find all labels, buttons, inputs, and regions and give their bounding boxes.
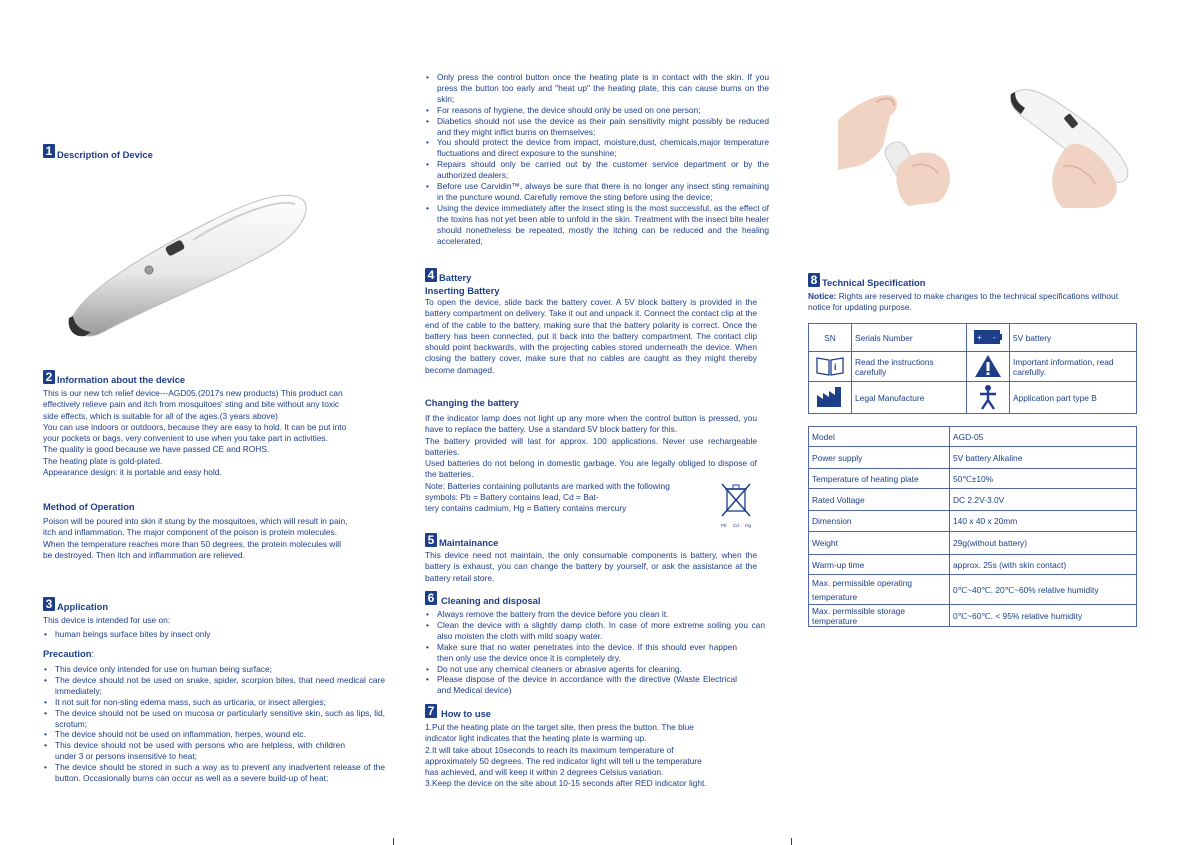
table-row [809,382,1137,414]
notice-text [808,291,1138,314]
weee-label: Cd [732,523,739,528]
precaution-list [43,664,385,784]
svg-text:+: + [977,332,982,342]
spec-label: Warm-up time [809,555,950,575]
table-row [809,324,1137,352]
spec-label: Rated Voltage [809,489,950,511]
text-line: your pockets or bags, very convenient to use when you take part in activities. [43,433,328,444]
weee-bin-icon [719,482,753,526]
sn-symbol: SN [809,324,852,352]
cleaning-list [425,609,765,696]
hand-usage-photo [838,82,968,206]
text-line: has achieved, and will keep it within 2 degrees Celsius variation. [425,767,664,778]
section-3-heading [43,597,108,611]
table-row [809,605,1137,627]
text-line: itch and inflammation. The major component of the poison is protein molecules. [43,527,338,538]
list-item: • This device should not be used with persons who are helpless, with children under 3 or persons insensitive to heat; [55,740,345,762]
note-line: Note: Batteries containing pollutants are marked with the following [425,480,670,491]
list-item: • Please dispose of the device in accordance with the directive (Waste Electrical and Medical device) [437,674,737,696]
spec-value: AGD-05 [950,427,1137,447]
list-item: • Repairs should only be carried out by the customer service department or by the authorized dealers; [437,159,769,181]
list-item: • It not suit for non-sting edema mass, such as urticaria, or insect allergies; [55,697,385,708]
method-heading: Method of Operation [43,501,135,512]
list-item: • The device should not be used on snake, spider, scorpion bites, that need medical care immediately; [55,675,385,697]
spec-label: Model [809,427,950,447]
svg-text:-: - [993,332,996,342]
spec-value: 5V battery Alkaline [950,447,1137,469]
spec-value: 29g(without battery) [950,532,1137,555]
table-cell: Read the instructions carefully [852,352,967,382]
section-number: 3 [43,597,55,611]
table-row [809,469,1137,489]
section-number: 4 [425,268,437,282]
section-7-heading [425,704,491,718]
usage-bullet-list [425,72,769,247]
list-item: • Diabetics should not use the device as their pain sensitivity might possibly be reduced and they might inflict burns on themselves; [437,116,769,138]
section-number: 6 [425,591,437,605]
spec-label: Max. permissible storage temperature [809,605,950,627]
device-in-hand-photo [1003,80,1138,210]
instructions-book-icon [809,352,852,382]
precaution-heading [43,648,94,659]
page-fold-mark [393,838,394,845]
list-item: • Always remove the battery from the device before you clean it. [437,609,765,620]
table-row [809,447,1137,469]
list-item: • human beings surface bites by insect only [55,629,385,640]
notice-label: Notice: [808,291,837,301]
text-line: 1.Put the heating plate on the target site, then press the button. The blue [425,722,694,732]
paragraph: The battery provided will last for approx. 100 applications. Never use rechargeable batteries. [425,435,757,457]
maintenance-text: This device need not maintain, the only consumable components is battery, when the battery is exhaust, you can change the battery by yourself, or ask the assistance at the battery retail store. [425,550,757,583]
application-intro: This device is intended for use on: [43,615,171,625]
paragraph: Used batteries do not belong in domestic garbage. You are legally obliged to dispose of the batteries. [425,458,757,480]
section-title: Technical Specification [822,277,926,288]
manufacturer-icon [809,382,852,414]
method-text [43,516,393,561]
spec-value: 140 x 40 x 20mm [950,511,1137,532]
text-line: Appearance design: it is portable and easy hold. [43,467,222,478]
list-item: • Before use Carvidin™, always be sure that there is no longer any insect sting remaining in the puncture wound. Carefully remove the sting before using the device; [437,181,769,203]
precaution-title: Precaution [43,648,92,659]
list-item: • The device should not be used on mucosa or particularly sensitive skin, such as lips, lid, scrotum; [55,708,385,730]
section-title: Information about the device [57,374,186,385]
list-item: • The device should not be used on inflammation, herpes, wound etc. [55,729,385,740]
spec-value: DC 2.2V-3.0V [950,489,1137,511]
text-line: approximately 50 degrees. The red indicator light will tell u the temperature [425,755,702,766]
list-item: • For reasons of hygiene, the device should only be used on one person; [437,105,769,116]
text-line: When the temperature reaches more than 50 degrees, the protein molecules will [43,538,341,549]
text-line: indicator light indicates that the heating plate is warming up. [425,733,647,744]
spec-label: Dimension [809,511,950,532]
text-line: Poison will be poured into skin if stung by the mosquitoes, which will result in pain, [43,516,348,526]
inserting-battery-heading: Inserting Battery [425,285,500,296]
spec-label: Power supply [809,447,950,469]
section-title: Application [57,601,109,612]
section-4-heading [425,268,471,282]
section-5-heading [425,533,498,547]
text-line: effectively relieve pain and itch from mosquitoes' sting and bite without any toxic [43,399,340,410]
notice-body: Rights are reserved to make changes to the technical specifications without notice for updating purpose. [808,291,1119,313]
device-info-text [43,388,393,478]
precaution-colon: : [91,648,95,659]
symbols-table [808,323,1137,414]
section-title: Battery [439,272,472,283]
table-row [809,532,1137,555]
list-item: • Do not use any chemical cleaners or abrasive agents for cleaning. [437,664,765,675]
list-item: • The device should be stored in such a way as to prevent any inadvertent release of the button. Occasionally burns can occur as well as a severe build-up of heat; [55,762,385,784]
warning-icon [967,352,1010,382]
text-line: 3.Keep the device on the site about 10-15 seconds after RED indicator light. [425,778,707,789]
section-8-heading [808,273,926,287]
list-item: • Using the device immediately after the insect sting is the most successful, as the effect of the toxins has not yet been able to unfold in the skin. Treatment with the insect bite healer should nonetheless be repeated, mostly the itching can be reduced and the healing accelerated; [437,203,769,247]
section-number: 8 [808,273,820,287]
inserting-battery-text: To open the device, slide back the battery cover. A 5V block battery is provided in the battery compartment on delivery. Take it out and unpack it. Connect the contact clip at the end of the cable to the battery, making sure that the battery polarity is correct. Once the battery has been connected, put it back into the battery compartment. The contact clip should point backwards, with the projecting cables stored underneath the device. When closing the battery cover, make sure that no cables are caught as they might thereby become damaged. [425,297,757,375]
text-line: You can use indoors or outdoors, because they are easy to hold. It can be put into [43,421,347,432]
text-line: The heating plate is gold-plated. [43,455,163,466]
changing-battery-text [425,413,757,515]
text-line: be destroyed. Then itch and inflammation are relieved. [43,549,245,560]
table-cell: Application part type B [1010,382,1137,414]
table-cell: Serials Number [852,324,967,352]
how-to-use-text [425,722,757,790]
text-line: side effects, which is suitable for all of the ages.(3 years above) [43,410,278,421]
section-title: How to use [441,708,492,719]
spec-table [808,426,1137,627]
section-number: 7 [425,704,437,718]
changing-battery-heading: Changing the battery [425,397,519,408]
spec-value: 0℃~60℃. < 95% relative humidity [950,605,1137,627]
spec-label: Temperature of heating plate [809,469,950,489]
note-line: tery contains cadmium, Hg = Battery contains mercury [425,503,627,514]
weee-labels [719,523,753,529]
section-title: Description of Device [57,149,153,160]
device-illustration [63,180,343,350]
table-cell: Important information, read carefully. [1010,352,1137,382]
battery-icon [967,324,1010,352]
list-item: • Make sure that no water penetrates into the device. If this should ever happen then only use the device once it is completely dry. [437,642,737,664]
svg-text:i: i [834,361,837,372]
text-line: The quality is good because we have passed CE and ROHS. [43,444,270,455]
spec-value: approx. 25s (with skin contact) [950,555,1137,575]
spec-label: Max. permissible operating temperature [809,575,950,605]
list-item: • Only press the control button once the heating plate is in contact with the skin. If you press the button too early and "heat up" the heating plate, this can cause burns on the skin; [437,72,769,105]
section-1-heading [43,144,153,158]
text-line: 2.It will take about 10seconds to reach its maximum temperature of [425,744,674,755]
application-list [43,629,385,640]
weee-label: Pb [721,523,727,528]
paragraph: If the indicator lamp does not light up any more when the control button is pressed, you have to replace the battery. Use a standard 5V block battery for this. [425,413,757,435]
type-b-person-icon [967,382,1010,414]
text-line: This is our new tch relief device---AGD05.(2017s new products) This product can [43,388,343,398]
table-row [809,352,1137,382]
list-item: • This device only intended for use on human being surface; [55,664,385,675]
table-row [809,555,1137,575]
table-row [809,489,1137,511]
spec-label: Weight [809,532,950,555]
list-item: • You should protect the device from impact, moisture,dust, chemicals,major temperature fluctuations and direct exposure to the sunshine; [437,137,769,159]
weee-label: Hg [745,523,751,528]
table-cell: 5V battery [1010,324,1137,352]
table-row [809,427,1137,447]
section-number: 1 [43,144,55,158]
table-row [809,511,1137,532]
list-item: • Clean the device with a slightly damp cloth. In case of more extreme soiling you can also moisten the cloth with mild soapy water. [437,620,765,642]
section-2-heading [43,370,185,384]
section-title: Maintainance [439,537,499,548]
spec-value: 50℃±10% [950,469,1137,489]
section-number: 5 [425,533,437,547]
section-title: Cleaning and disposal [441,595,541,606]
section-number: 2 [43,370,55,384]
note-line: symbols: Pb = Battery contains lead, Cd = Bat- [425,492,599,503]
table-row [809,575,1137,605]
section-6-heading [425,591,541,605]
spec-value: 0℃~40℃. 20℃~60% relative humidity [950,575,1137,605]
table-cell: Legal Manufacture [852,382,967,414]
page-fold-mark [791,838,792,845]
